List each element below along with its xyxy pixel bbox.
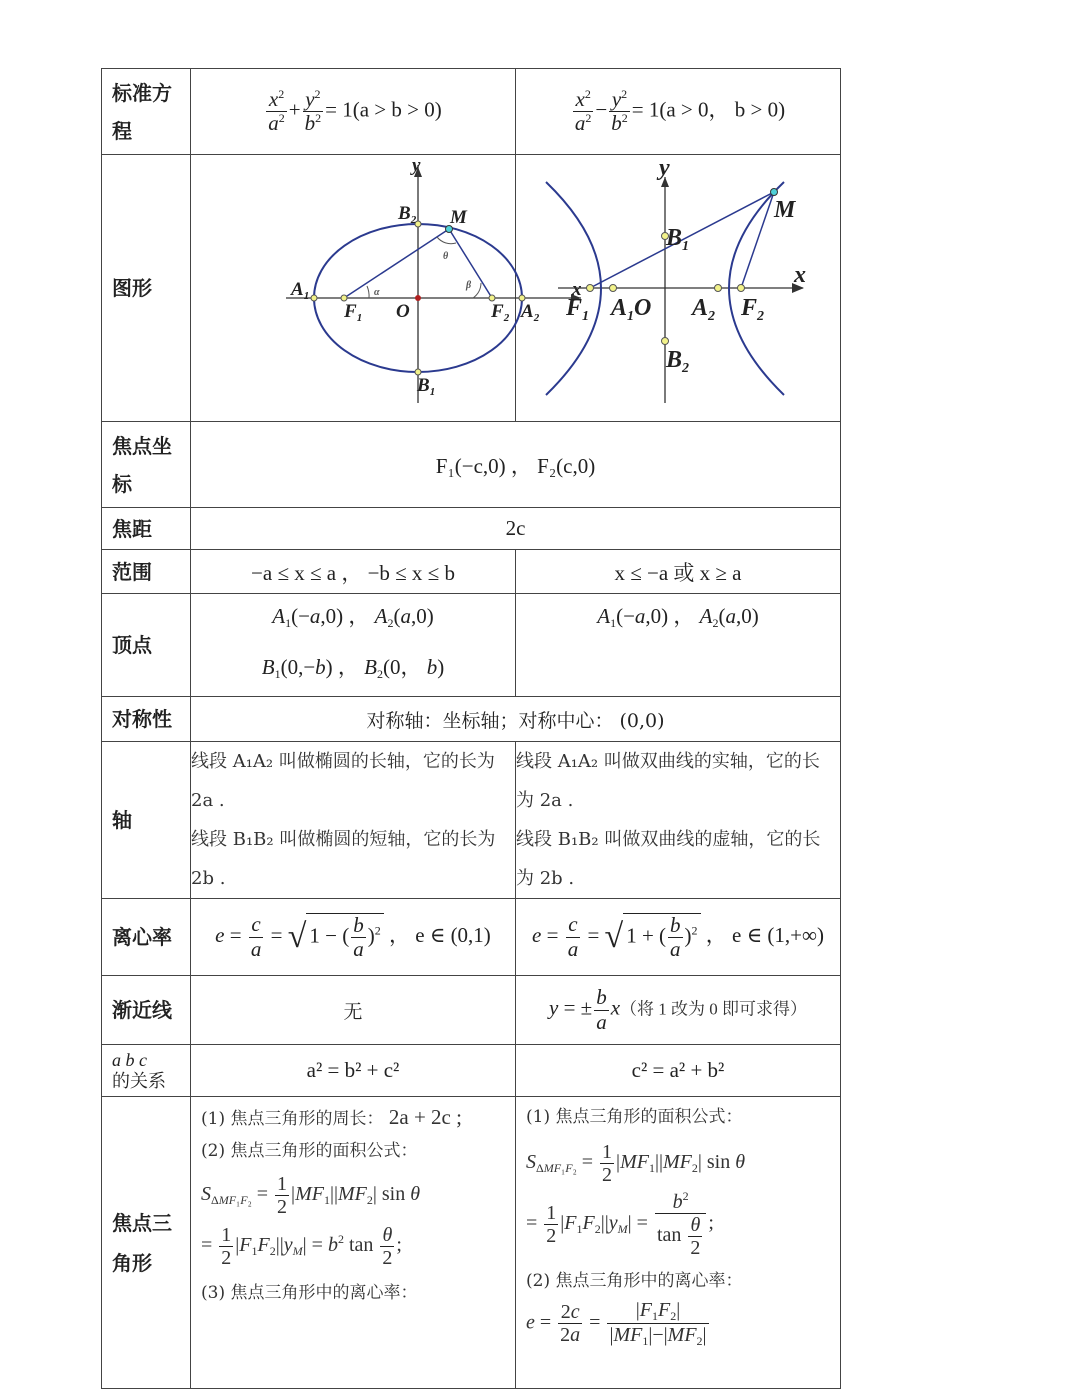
row-range [102, 550, 841, 594]
svg-text:B2: $B_2$ [398, 203, 417, 226]
ellipse-area-formula-1: $S_{\Delta MF_1F_2}$ = $\frac{1}{2}$ $|MF_1||MF_2|$ sin θ [201, 1173, 421, 1218]
ellipse-axis-line: 2a . [191, 790, 225, 811]
hyperbola-area-formula-1: $S_{\Delta MF_1F_2}$ = $\frac{1}{2}$ $|MF_1||MF_2|$ sin θ [526, 1141, 746, 1186]
point-ha2 [715, 285, 722, 292]
row-axis [102, 742, 841, 899]
svg-text:x: x [572, 279, 582, 300]
header-axis: 轴 [102, 742, 191, 899]
svg-text:F2: $F_2$ [741, 295, 765, 324]
header-eccentricity: 离心率 [102, 899, 191, 976]
row-abc [102, 1045, 841, 1097]
ellipse-area-formula-2: = $\frac{1}{2}$ $|F_1F_2||y_M| = b^2$ tan $\frac{\theta}{2}$ ; [201, 1224, 402, 1269]
header-standard-equation: 标准方程 [102, 69, 191, 155]
point-hb2 [662, 338, 669, 345]
ellipse-vertices: $A_1(-a,0)$ ， $A_2(a,0)$ $B_1(0,-b)$ ， $B_2(0$， b) [191, 594, 516, 697]
asymptote-note: （将 1 改为 0 即可求得） [620, 999, 808, 1019]
svg-text:y: y [659, 155, 670, 181]
svg-text:A2: $A_2$ [692, 295, 716, 324]
ellipse-tri-item1: (1) 焦点三角形的周长： [201, 1109, 384, 1129]
header-symmetry: 对称性 [102, 697, 191, 742]
hyperbola-asymptote: y = ± $\frac{b}{a}$ x（将 1 改为 0 即可求得） [516, 976, 841, 1045]
comparison-table [101, 68, 841, 1389]
row-standard-equation [102, 69, 841, 155]
svg-text:F2: $F_2$ [491, 301, 510, 324]
ellipse-axis-line: 2b . [191, 868, 226, 889]
svg-text:α: α [374, 287, 380, 298]
header-range: 范围 [102, 550, 191, 594]
hyperbola-equation: $\frac{x^2}{a^2}$ − $\frac{y^2}{b^2}$ = 1(a > 0， b > 0) [516, 69, 841, 155]
ellipse-tri-perimeter: 2a + 2c ; [388, 1105, 462, 1129]
focal-distance-value: 2c [191, 508, 841, 550]
point-hm [771, 189, 778, 196]
header-focus-coordinates: 焦点坐标 [102, 422, 191, 508]
ellipse-triangle-cell [191, 1097, 516, 1389]
ellipse-tri-item2: (2) 焦点三角形的面积公式： [201, 1141, 418, 1161]
svg-text:B1: $B_1$ [417, 375, 436, 398]
hyperbola-ecc-formula: e = $\frac{2c}{2a}$ = $\frac{|F_1F_2|}{|MF_1|-|MF_2|}$ [526, 1299, 707, 1349]
ellipse-ecc-range: e ∈ (0,1) [415, 922, 491, 947]
focus-coordinates-value: F₁(−c,0) ， F₂(c,0) [191, 422, 841, 508]
hyperbola-axis-line: 线段 B₁B₂ 叫做双曲线的虚轴，它的长 [516, 829, 821, 850]
row-symmetry [102, 697, 841, 742]
ellipse-asymptote: 无 [191, 976, 516, 1045]
header-asymptote: 渐近线 [102, 976, 191, 1045]
header-focal-triangle: 焦点三角形 [102, 1097, 191, 1389]
svg-text:M: M [450, 207, 467, 228]
hyperbola-graph [516, 155, 841, 417]
header-abc [102, 1045, 191, 1097]
focal-line-1 [344, 229, 449, 298]
hyperbola-axis-line: 为 2a . [516, 790, 574, 811]
svg-text:A1O: $A_1O$ [611, 295, 652, 324]
hyperbola-triangle-cell [516, 1097, 841, 1389]
svg-text:A1: $A_1$ [291, 279, 310, 302]
hyperbola-eccentricity: e = $\frac{c}{a}$ = √ 1 + ( $\frac{b}{a}$ )$^2$ ， e ∈ (1,+∞) [516, 899, 841, 976]
header-graph: 图形 [102, 155, 191, 422]
ellipse-axis-line: 线段 B₁B₂ 叫做椭圆的短轴，它的长为 [191, 829, 496, 850]
symmetry-value: 对称轴：坐标轴；对称中心： (0,0) [191, 697, 841, 742]
ellipse-graph-cell [191, 155, 582, 422]
row-focus-coordinates [102, 422, 841, 508]
point-a1 [311, 295, 317, 301]
hyperbola-vertices: $A_1(-a,0)$ ， $A_2(a,0)$ [516, 594, 841, 697]
hyperbola-axis-line: 为 2b . [516, 868, 575, 889]
row-vertex [102, 594, 841, 697]
point-hf2 [738, 285, 745, 292]
header-abc-bottom: 的关系 [112, 1070, 166, 1092]
ellipse-graph [191, 155, 582, 417]
ellipse-abc: a² = b² + c² [191, 1045, 516, 1097]
ellipse-axis-text [191, 742, 516, 899]
row-focal-distance [102, 508, 841, 550]
header-vertex: 顶点 [102, 594, 191, 697]
point-origin [415, 295, 421, 301]
ellipse-tri-item3: (3) 焦点三角形中的离心率： [201, 1283, 418, 1303]
row-graph [102, 155, 841, 422]
hyperbola-tri-item1: (1) 焦点三角形的面积公式： [526, 1107, 743, 1127]
hyperbola-condition: (a > 0， b > 0) [659, 97, 786, 122]
row-focal-triangle [102, 1097, 841, 1389]
hyperbola-tri-item2: (2) 焦点三角形中的离心率： [526, 1271, 743, 1291]
header-abc-top: a b c [112, 1049, 147, 1070]
svg-text:F1: $F_1$ [344, 301, 363, 324]
svg-text:M: M [774, 197, 796, 223]
row-eccentricity [102, 899, 841, 976]
svg-text:F1: $F_1$ [566, 295, 590, 324]
ellipse-condition: (a > b > 0) [352, 97, 442, 122]
hyperbola-axis-line: 线段 A₁A₂ 叫做双曲线的实轴，它的长 [516, 751, 820, 772]
ellipse-eccentricity: e = $\frac{c}{a}$ = √ 1 − ( $\frac{b}{a}$ )$^2$ ， e ∈ (0,1) [191, 899, 516, 976]
ellipse-range: −a ≤ x ≤ a ， −b ≤ x ≤ b [191, 550, 516, 594]
svg-text:B1: $B_1$ [666, 225, 690, 254]
svg-text:B2: $B_2$ [666, 347, 690, 376]
ellipse-equation: $\frac{x^2}{a^2}$ + $\frac{y^2}{b^2}$ = 1(a > b > 0) [191, 69, 516, 155]
point-hf1 [587, 285, 594, 292]
svg-text:y: y [412, 155, 421, 176]
hyperbola-ecc-range: e ∈ (1,+∞) [732, 922, 824, 947]
hyperbola-graph-cell [516, 155, 841, 422]
svg-text:θ: θ [443, 251, 449, 262]
point-ha1 [610, 285, 617, 292]
svg-text:β: β [466, 280, 472, 291]
svg-text:x: x [794, 262, 806, 288]
svg-text:A2: $A_2$ [521, 301, 540, 324]
svg-text:O: O [396, 301, 410, 322]
hyperbola-axis-text [516, 742, 841, 899]
header-focal-distance: 焦距 [102, 508, 191, 550]
hyperbola-range: x ≤ −a 或 x ≥ a [516, 550, 841, 594]
hyperbola-area-formula-2: = $\frac{1}{2}$ $|F_1F_2||y_M|$ = $b^2$ tan $\frac{\theta}{2}$ ; [526, 1189, 714, 1259]
row-asymptote [102, 976, 841, 1045]
hyperbola-abc: c² = a² + b² [516, 1045, 841, 1097]
ellipse-axis-line: 线段 A₁A₂ 叫做椭圆的长轴，它的长为 [191, 751, 495, 772]
